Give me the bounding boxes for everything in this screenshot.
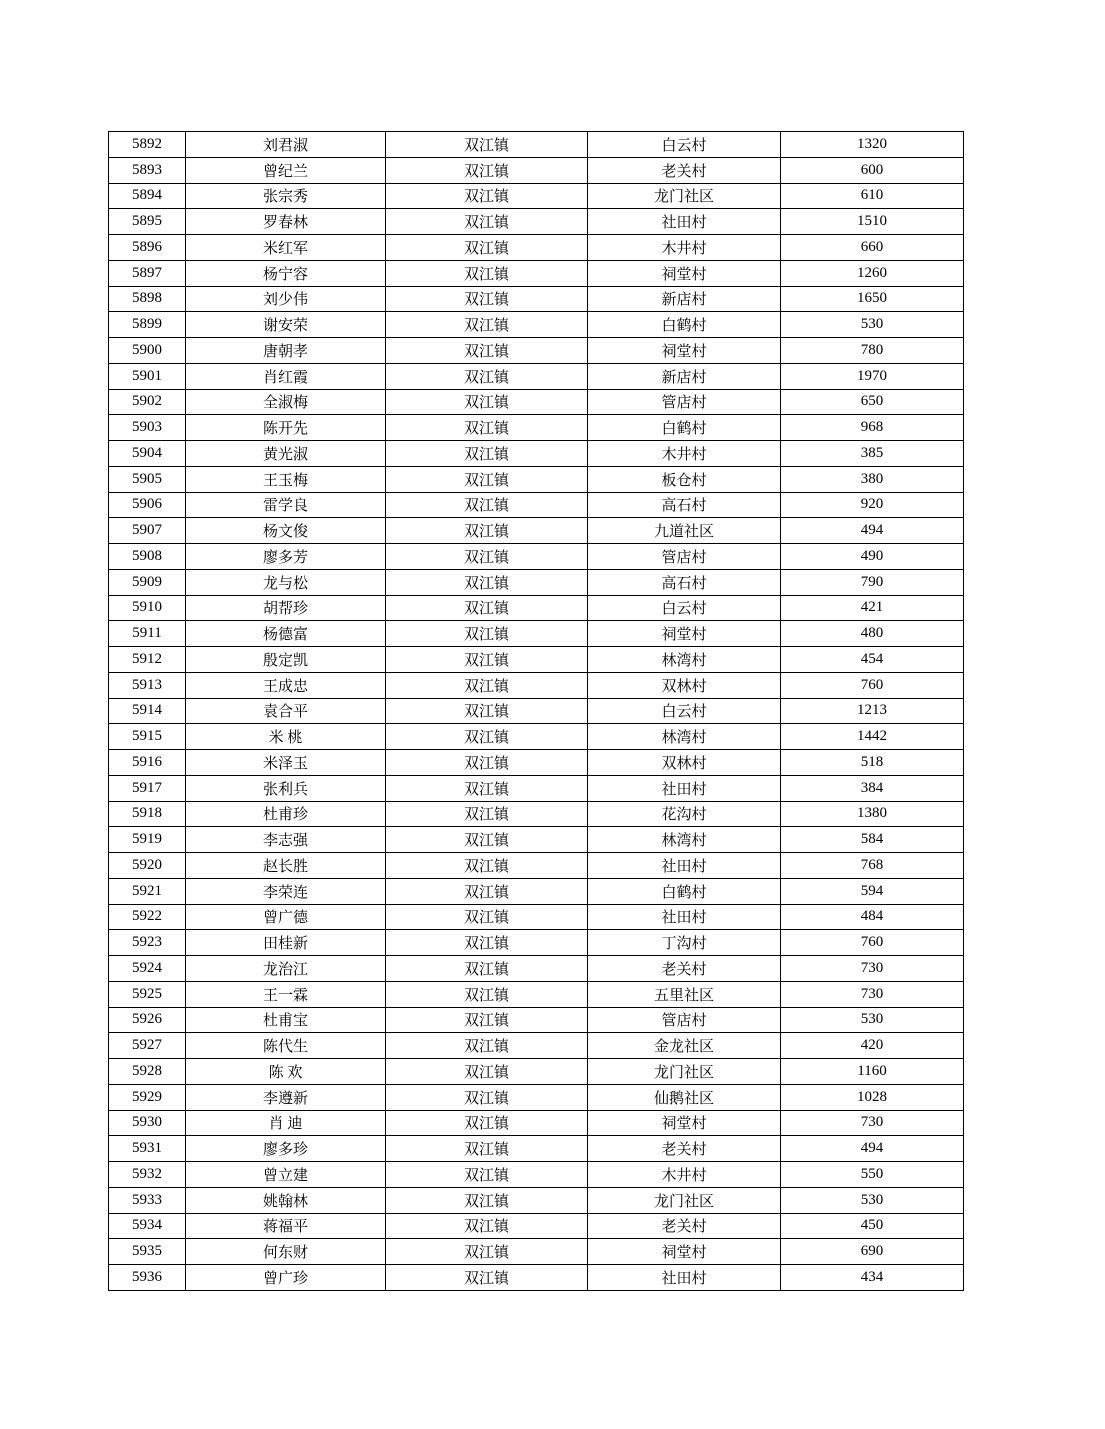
table-cell-serial_number: 5931 — [109, 1136, 186, 1162]
table-cell-village: 老关村 — [588, 1136, 781, 1162]
table-cell-village: 管店村 — [588, 544, 781, 570]
table-cell-serial_number: 5905 — [109, 466, 186, 492]
table-row — [109, 286, 964, 312]
table-cell-village: 高石村 — [588, 569, 781, 595]
table-row — [109, 157, 964, 183]
table-cell-serial_number: 5904 — [109, 441, 186, 467]
table-row — [109, 904, 964, 930]
table-cell-name: 王成忠 — [186, 672, 386, 698]
table-cell-name: 陈 欢 — [186, 1059, 386, 1085]
table-cell-serial_number: 5892 — [109, 132, 186, 158]
table-cell-town: 双江镇 — [386, 389, 588, 415]
table-cell-name: 全淑梅 — [186, 389, 386, 415]
table-cell-serial_number: 5928 — [109, 1059, 186, 1085]
table-cell-name: 杨文俊 — [186, 518, 386, 544]
table-cell-name: 雷学良 — [186, 492, 386, 518]
table-cell-village: 新店村 — [588, 286, 781, 312]
table-cell-name: 蒋福平 — [186, 1213, 386, 1239]
table-row — [109, 1239, 964, 1265]
table-cell-village: 老关村 — [588, 956, 781, 982]
table-cell-name: 刘少伟 — [186, 286, 386, 312]
table-cell-town: 双江镇 — [386, 853, 588, 879]
table-cell-amount: 690 — [781, 1239, 964, 1265]
table-cell-name: 田桂新 — [186, 930, 386, 956]
table-row — [109, 878, 964, 904]
table-cell-serial_number: 5907 — [109, 518, 186, 544]
table-cell-town: 双江镇 — [386, 827, 588, 853]
table-cell-town: 双江镇 — [386, 1265, 588, 1291]
table-cell-village: 仙鹅社区 — [588, 1084, 781, 1110]
table-cell-amount: 380 — [781, 466, 964, 492]
table-cell-village: 木井村 — [588, 441, 781, 467]
table-cell-village: 白云村 — [588, 698, 781, 724]
table-cell-amount: 454 — [781, 647, 964, 673]
table-cell-name: 龙与松 — [186, 569, 386, 595]
table-cell-amount: 600 — [781, 157, 964, 183]
table-cell-town: 双江镇 — [386, 672, 588, 698]
table-row — [109, 1162, 964, 1188]
table-cell-village: 金龙社区 — [588, 1033, 781, 1059]
table-cell-amount: 421 — [781, 595, 964, 621]
table-cell-town: 双江镇 — [386, 1162, 588, 1188]
table-cell-village: 管店村 — [588, 1007, 781, 1033]
table-cell-serial_number: 5927 — [109, 1033, 186, 1059]
table-cell-amount: 420 — [781, 1033, 964, 1059]
table-cell-village: 木井村 — [588, 235, 781, 261]
table-cell-name: 张利兵 — [186, 775, 386, 801]
table-cell-amount: 760 — [781, 930, 964, 956]
table-cell-amount: 760 — [781, 672, 964, 698]
table-cell-name: 杨宁容 — [186, 260, 386, 286]
table-cell-town: 双江镇 — [386, 1084, 588, 1110]
table-cell-town: 双江镇 — [386, 363, 588, 389]
table-cell-name: 曾广珍 — [186, 1265, 386, 1291]
table-cell-serial_number: 5906 — [109, 492, 186, 518]
table-cell-name: 刘君淑 — [186, 132, 386, 158]
table-cell-amount: 518 — [781, 750, 964, 776]
table-cell-village: 社田村 — [588, 1265, 781, 1291]
table-row — [109, 415, 964, 441]
table-row — [109, 1110, 964, 1136]
table-cell-amount: 1028 — [781, 1084, 964, 1110]
table-cell-serial_number: 5914 — [109, 698, 186, 724]
table-cell-name: 谢安荣 — [186, 312, 386, 338]
table-row — [109, 338, 964, 364]
table-cell-serial_number: 5896 — [109, 235, 186, 261]
table-cell-name: 罗春林 — [186, 209, 386, 235]
table-row — [109, 209, 964, 235]
table-cell-serial_number: 5893 — [109, 157, 186, 183]
table-cell-serial_number: 5916 — [109, 750, 186, 776]
table-cell-name: 杜甫珍 — [186, 801, 386, 827]
table-cell-serial_number: 5920 — [109, 853, 186, 879]
table-cell-serial_number: 5912 — [109, 647, 186, 673]
table-cell-name: 肖 迪 — [186, 1110, 386, 1136]
table-cell-amount: 494 — [781, 1136, 964, 1162]
table-cell-amount: 550 — [781, 1162, 964, 1188]
table-cell-amount: 650 — [781, 389, 964, 415]
table-cell-serial_number: 5923 — [109, 930, 186, 956]
table-row — [109, 724, 964, 750]
table-row — [109, 1084, 964, 1110]
table-cell-town: 双江镇 — [386, 904, 588, 930]
table-cell-town: 双江镇 — [386, 312, 588, 338]
table-cell-amount: 1510 — [781, 209, 964, 235]
table-cell-name: 王一霖 — [186, 981, 386, 1007]
table-cell-town: 双江镇 — [386, 750, 588, 776]
table-cell-amount: 768 — [781, 853, 964, 879]
table-row — [109, 518, 964, 544]
table-cell-amount: 385 — [781, 441, 964, 467]
table-cell-name: 唐朝孝 — [186, 338, 386, 364]
table-row — [109, 930, 964, 956]
table-cell-town: 双江镇 — [386, 930, 588, 956]
table-cell-amount: 780 — [781, 338, 964, 364]
table-row — [109, 441, 964, 467]
table-cell-serial_number: 5924 — [109, 956, 186, 982]
table-row — [109, 750, 964, 776]
table-cell-town: 双江镇 — [386, 1136, 588, 1162]
table-cell-town: 双江镇 — [386, 183, 588, 209]
table-cell-town: 双江镇 — [386, 235, 588, 261]
table-cell-town: 双江镇 — [386, 647, 588, 673]
table-cell-serial_number: 5909 — [109, 569, 186, 595]
table-cell-town: 双江镇 — [386, 1007, 588, 1033]
table-cell-serial_number: 5901 — [109, 363, 186, 389]
table-cell-town: 双江镇 — [386, 621, 588, 647]
table-cell-serial_number: 5935 — [109, 1239, 186, 1265]
table-cell-town: 双江镇 — [386, 956, 588, 982]
table-cell-name: 陈开先 — [186, 415, 386, 441]
table-cell-village: 龙门社区 — [588, 183, 781, 209]
table-cell-serial_number: 5913 — [109, 672, 186, 698]
table-cell-village: 祠堂村 — [588, 1110, 781, 1136]
table-cell-village: 林湾村 — [588, 724, 781, 750]
table-cell-name: 姚翰林 — [186, 1187, 386, 1213]
table-cell-serial_number: 5898 — [109, 286, 186, 312]
table-cell-amount: 450 — [781, 1213, 964, 1239]
table-cell-amount: 530 — [781, 1007, 964, 1033]
table-row — [109, 595, 964, 621]
table-cell-name: 张宗秀 — [186, 183, 386, 209]
table-cell-serial_number: 5930 — [109, 1110, 186, 1136]
table-row — [109, 1033, 964, 1059]
table-cell-name: 廖多珍 — [186, 1136, 386, 1162]
table-cell-town: 双江镇 — [386, 1187, 588, 1213]
table-cell-town: 双江镇 — [386, 698, 588, 724]
table-cell-town: 双江镇 — [386, 415, 588, 441]
table-cell-serial_number: 5895 — [109, 209, 186, 235]
table-cell-town: 双江镇 — [386, 441, 588, 467]
table-row — [109, 312, 964, 338]
table-cell-name: 杜甫宝 — [186, 1007, 386, 1033]
table-cell-serial_number: 5921 — [109, 878, 186, 904]
table-cell-town: 双江镇 — [386, 132, 588, 158]
table-cell-name: 殷定凯 — [186, 647, 386, 673]
table-cell-village: 林湾村 — [588, 827, 781, 853]
table-cell-name: 李遵新 — [186, 1084, 386, 1110]
table-cell-amount: 610 — [781, 183, 964, 209]
table-cell-serial_number: 5910 — [109, 595, 186, 621]
table-row — [109, 1136, 964, 1162]
table-cell-name: 袁合平 — [186, 698, 386, 724]
table-cell-amount: 660 — [781, 235, 964, 261]
table-cell-village: 龙门社区 — [588, 1187, 781, 1213]
table-cell-name: 曾广德 — [186, 904, 386, 930]
table-cell-amount: 530 — [781, 1187, 964, 1213]
table-cell-serial_number: 5903 — [109, 415, 186, 441]
table-row — [109, 183, 964, 209]
table-cell-serial_number: 5922 — [109, 904, 186, 930]
table-cell-amount: 1650 — [781, 286, 964, 312]
table-row — [109, 647, 964, 673]
table-cell-name: 黄光淑 — [186, 441, 386, 467]
table-cell-town: 双江镇 — [386, 595, 588, 621]
table-cell-name: 陈代生 — [186, 1033, 386, 1059]
table-cell-town: 双江镇 — [386, 286, 588, 312]
table-body — [109, 132, 964, 1291]
roster-table — [108, 131, 964, 1291]
table-row — [109, 492, 964, 518]
table-cell-name: 胡帮珍 — [186, 595, 386, 621]
table-row — [109, 132, 964, 158]
table-cell-village: 社田村 — [588, 775, 781, 801]
table-cell-name: 王玉梅 — [186, 466, 386, 492]
table-cell-village: 社田村 — [588, 209, 781, 235]
table-cell-amount: 494 — [781, 518, 964, 544]
table-cell-serial_number: 5915 — [109, 724, 186, 750]
table-cell-name: 曾纪兰 — [186, 157, 386, 183]
table-cell-village: 祠堂村 — [588, 1239, 781, 1265]
table-cell-amount: 480 — [781, 621, 964, 647]
table-row — [109, 981, 964, 1007]
table-row — [109, 363, 964, 389]
table-row — [109, 1265, 964, 1291]
table-cell-town: 双江镇 — [386, 466, 588, 492]
table-cell-village: 双林村 — [588, 750, 781, 776]
table-cell-serial_number: 5918 — [109, 801, 186, 827]
table-row — [109, 1059, 964, 1085]
table-cell-town: 双江镇 — [386, 209, 588, 235]
table-cell-amount: 1442 — [781, 724, 964, 750]
table-cell-town: 双江镇 — [386, 157, 588, 183]
table-cell-village: 木井村 — [588, 1162, 781, 1188]
table-cell-amount: 730 — [781, 956, 964, 982]
table-cell-amount: 490 — [781, 544, 964, 570]
table-row — [109, 235, 964, 261]
table-cell-village: 社田村 — [588, 853, 781, 879]
table-cell-town: 双江镇 — [386, 544, 588, 570]
table-cell-serial_number: 5926 — [109, 1007, 186, 1033]
table-row — [109, 1007, 964, 1033]
table-cell-village: 林湾村 — [588, 647, 781, 673]
table-cell-serial_number: 5934 — [109, 1213, 186, 1239]
table-cell-name: 肖红霞 — [186, 363, 386, 389]
table-cell-serial_number: 5929 — [109, 1084, 186, 1110]
table-cell-name: 李志强 — [186, 827, 386, 853]
table-cell-name: 李荣连 — [186, 878, 386, 904]
table-cell-town: 双江镇 — [386, 338, 588, 364]
table-cell-serial_number: 5919 — [109, 827, 186, 853]
table-row — [109, 801, 964, 827]
table-cell-amount: 484 — [781, 904, 964, 930]
table-cell-serial_number: 5917 — [109, 775, 186, 801]
table-row — [109, 466, 964, 492]
table-cell-village: 丁沟村 — [588, 930, 781, 956]
table-cell-town: 双江镇 — [386, 878, 588, 904]
table-cell-village: 板仓村 — [588, 466, 781, 492]
table-cell-amount: 1320 — [781, 132, 964, 158]
table-cell-village: 老关村 — [588, 1213, 781, 1239]
table-cell-village: 双林村 — [588, 672, 781, 698]
table-cell-village: 白云村 — [588, 595, 781, 621]
table-cell-name: 龙治江 — [186, 956, 386, 982]
table-cell-village: 祠堂村 — [588, 338, 781, 364]
table-cell-town: 双江镇 — [386, 518, 588, 544]
table-cell-name: 米红军 — [186, 235, 386, 261]
table-cell-town: 双江镇 — [386, 981, 588, 1007]
table-cell-amount: 584 — [781, 827, 964, 853]
table-cell-name: 米 桃 — [186, 724, 386, 750]
table-cell-serial_number: 5925 — [109, 981, 186, 1007]
table-cell-village: 白鹤村 — [588, 415, 781, 441]
table-cell-amount: 1213 — [781, 698, 964, 724]
table-cell-name: 曾立建 — [186, 1162, 386, 1188]
table-cell-amount: 1970 — [781, 363, 964, 389]
table-cell-amount: 1380 — [781, 801, 964, 827]
table-row — [109, 1187, 964, 1213]
table-cell-serial_number: 5933 — [109, 1187, 186, 1213]
table-cell-town: 双江镇 — [386, 492, 588, 518]
table-cell-serial_number: 5911 — [109, 621, 186, 647]
table-cell-serial_number: 5908 — [109, 544, 186, 570]
table-cell-village: 祠堂村 — [588, 621, 781, 647]
table-cell-village: 九道社区 — [588, 518, 781, 544]
table-cell-town: 双江镇 — [386, 1213, 588, 1239]
table-cell-village: 白鹤村 — [588, 878, 781, 904]
table-cell-serial_number: 5932 — [109, 1162, 186, 1188]
table-cell-amount: 1260 — [781, 260, 964, 286]
table-cell-town: 双江镇 — [386, 775, 588, 801]
table-row — [109, 621, 964, 647]
table-row — [109, 569, 964, 595]
table-cell-village: 管店村 — [588, 389, 781, 415]
table-cell-serial_number: 5899 — [109, 312, 186, 338]
table-row — [109, 389, 964, 415]
table-cell-name: 米泽玉 — [186, 750, 386, 776]
table-cell-amount: 1160 — [781, 1059, 964, 1085]
table-cell-amount: 530 — [781, 312, 964, 338]
table-cell-town: 双江镇 — [386, 1239, 588, 1265]
table-cell-amount: 730 — [781, 981, 964, 1007]
table-cell-town: 双江镇 — [386, 1110, 588, 1136]
table-cell-town: 双江镇 — [386, 1059, 588, 1085]
table-row — [109, 672, 964, 698]
table-cell-serial_number: 5897 — [109, 260, 186, 286]
table-row — [109, 827, 964, 853]
table-row — [109, 698, 964, 724]
table-cell-amount: 384 — [781, 775, 964, 801]
table-cell-village: 花沟村 — [588, 801, 781, 827]
table-cell-amount: 730 — [781, 1110, 964, 1136]
table-cell-amount: 434 — [781, 1265, 964, 1291]
table-cell-town: 双江镇 — [386, 569, 588, 595]
table-cell-amount: 790 — [781, 569, 964, 595]
table-cell-serial_number: 5894 — [109, 183, 186, 209]
table-cell-amount: 920 — [781, 492, 964, 518]
table-row — [109, 544, 964, 570]
table-cell-name: 何东财 — [186, 1239, 386, 1265]
table-row — [109, 853, 964, 879]
table-cell-amount: 594 — [781, 878, 964, 904]
table-row — [109, 260, 964, 286]
table-cell-serial_number: 5902 — [109, 389, 186, 415]
table-cell-village: 社田村 — [588, 904, 781, 930]
table-cell-name: 杨德富 — [186, 621, 386, 647]
table-row — [109, 956, 964, 982]
table-row — [109, 775, 964, 801]
table-cell-village: 龙门社区 — [588, 1059, 781, 1085]
table-cell-town: 双江镇 — [386, 1033, 588, 1059]
table-cell-village: 白鹤村 — [588, 312, 781, 338]
table-cell-village: 祠堂村 — [588, 260, 781, 286]
table-cell-town: 双江镇 — [386, 724, 588, 750]
table-cell-serial_number: 5936 — [109, 1265, 186, 1291]
table-cell-name: 廖多芳 — [186, 544, 386, 570]
table-cell-serial_number: 5900 — [109, 338, 186, 364]
table-row — [109, 1213, 964, 1239]
table-cell-amount: 968 — [781, 415, 964, 441]
table-cell-village: 老关村 — [588, 157, 781, 183]
table-cell-village: 新店村 — [588, 363, 781, 389]
table-cell-town: 双江镇 — [386, 260, 588, 286]
table-cell-village: 五里社区 — [588, 981, 781, 1007]
table-cell-name: 赵长胜 — [186, 853, 386, 879]
table-cell-village: 高石村 — [588, 492, 781, 518]
table-cell-village: 白云村 — [588, 132, 781, 158]
table-cell-town: 双江镇 — [386, 801, 588, 827]
